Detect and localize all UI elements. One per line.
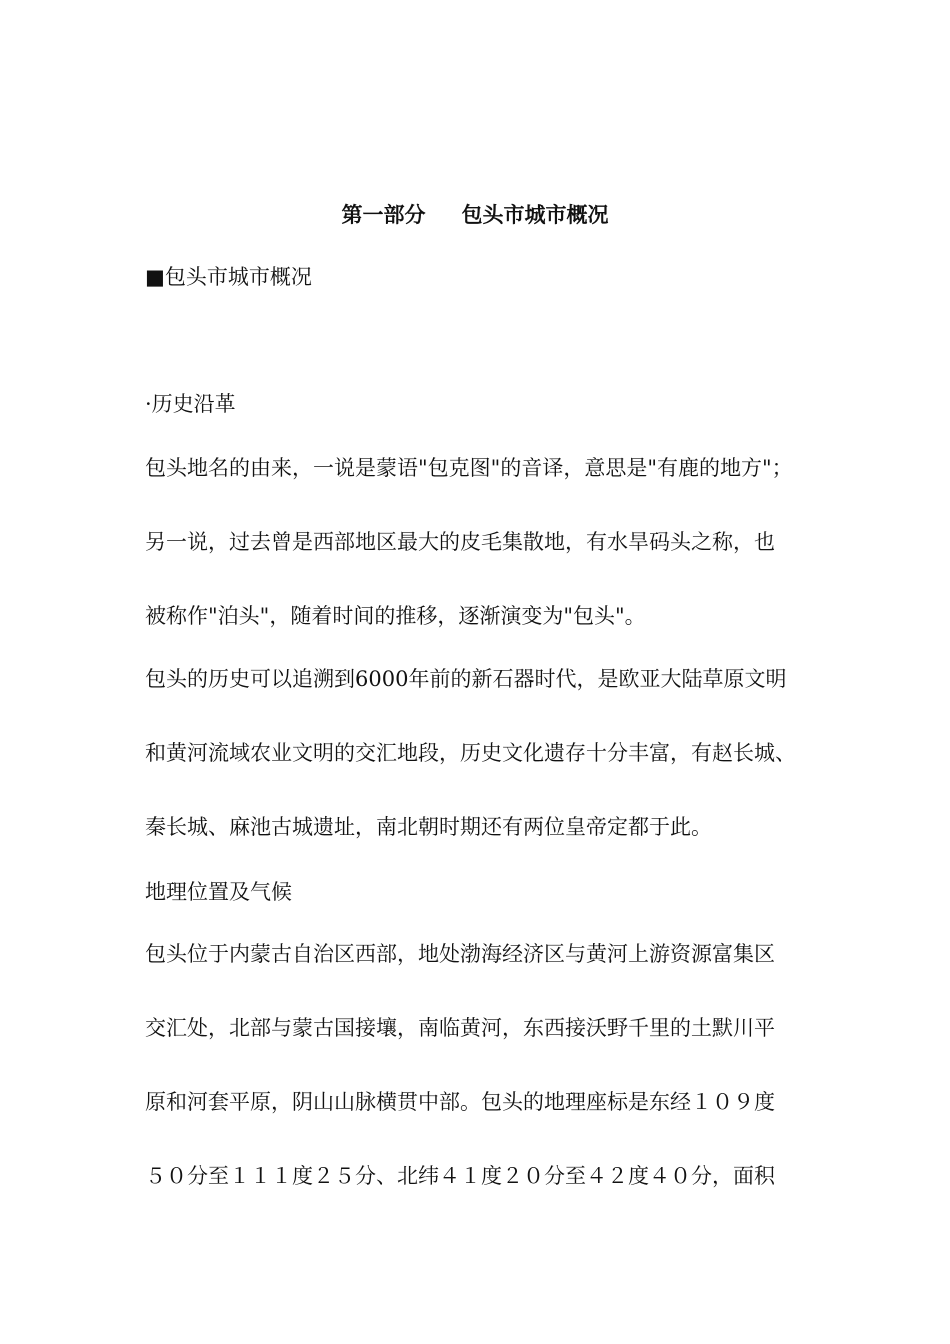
history-heading: ·历史沿革: [145, 392, 236, 416]
history-paragraph-1-line-3: 被称作"泊头"，随着时间的推移，逐渐演变为"包头"。: [145, 604, 646, 628]
geo-paragraph-line-3: 原和河套平原，阴山山脉横贯中部。包头的地理座标是东经１０９度: [145, 1090, 775, 1114]
history-paragraph-2-line-2: 和黄河流域农业文明的交汇地段，历史文化遗存十分丰富，有赵长城、: [145, 741, 796, 765]
geo-paragraph-line-2: 交汇处，北部与蒙古国接壤，南临黄河，东西接沃野千里的土默川平: [145, 1016, 775, 1040]
history-paragraph-1-line-2: 另一说，过去曾是西部地区最大的皮毛集散地，有水旱码头之称，也: [145, 530, 775, 554]
history-paragraph-2-line-1: 包头的历史可以追溯到6000年前的新石器时代，是欧亚大陆草原文明: [145, 667, 787, 691]
geo-paragraph-line-4: ５０分至１１１度２５分、北纬４１度２０分至４２度４０分，面积: [145, 1164, 775, 1188]
geo-heading: 地理位置及气候: [145, 880, 292, 904]
history-paragraph-2-line-3: 秦长城、麻池古城遗址，南北朝时期还有两位皇帝定都于此。: [145, 815, 712, 839]
page-title: [0, 200, 950, 230]
history-paragraph-1-line-1: 包头地名的由来，一说是蒙语"包克图"的音译，意思是"有鹿的地方"；: [145, 456, 793, 480]
title-main-label: 包头市城市概况: [461, 202, 609, 227]
geo-paragraph-line-1: 包头位于内蒙古自治区西部，地处渤海经济区与黄河上游资源富集区: [145, 942, 775, 966]
section-heading: ■包头市城市概况: [145, 265, 312, 289]
title-part-label: 第一部分: [341, 202, 426, 227]
